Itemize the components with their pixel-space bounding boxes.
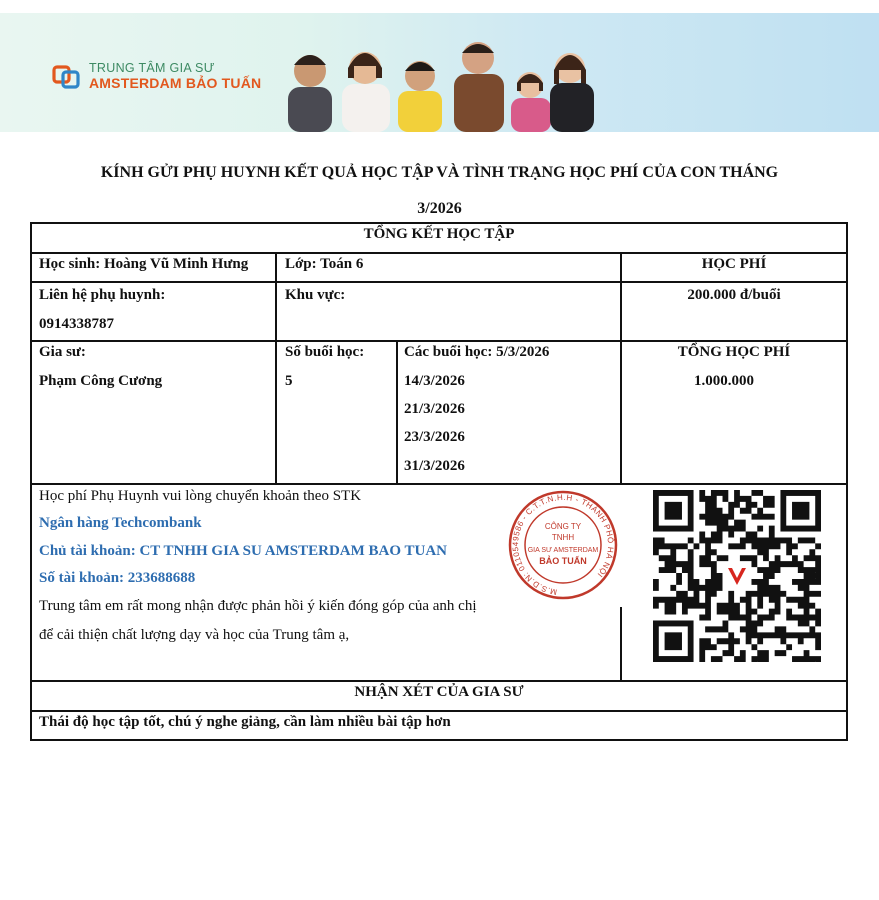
company-stamp <box>505 485 622 607</box>
table-divider <box>30 252 848 254</box>
tutor-label: Gia sư: <box>39 344 86 360</box>
account-number: Số tài khoản: 233688688 <box>39 570 196 586</box>
page-title-line2: 3/2026 <box>417 200 462 217</box>
parent-phone: 0914338787 <box>39 316 114 332</box>
student-name: Học sinh: Hoàng Vũ Minh Hưng <box>39 256 249 272</box>
qr-finder-square <box>665 632 682 650</box>
bank-name: Ngân hàng Techcombank <box>39 515 202 531</box>
account-holder: Chủ tài khoản: CT TNHH GIA SU AMSTERDAM BAO TUAN <box>39 543 448 559</box>
brand-name-line2: AMSTERDAM BẢO TUẤN <box>89 75 262 91</box>
fee-per-session: 200.000 đ/buổi <box>687 287 781 303</box>
session-date: 21/3/2026 <box>404 401 465 417</box>
table-border-top <box>30 222 848 224</box>
section-title: TỔNG KẾT HỌC TẬP <box>363 226 515 242</box>
report-table <box>30 222 848 741</box>
svg-text:M.S.D.N: 0110549586 - C.T.T.N.: M.S.D.N: 0110549586 - C.T.T.N.H.H - THÀNH PHỐ HÀ NỘI <box>511 492 616 597</box>
fee-header: HỌC PHÍ <box>701 256 767 272</box>
session-date: 14/3/2026 <box>404 373 465 389</box>
svg-text:CÔNG TY: CÔNG TY <box>544 522 582 531</box>
header-banner <box>0 13 879 132</box>
session-date: 23/3/2026 <box>404 429 465 445</box>
parent-contact-label: Liên hệ phụ huynh: <box>39 287 166 303</box>
table-border-bottom <box>30 739 848 741</box>
payment-qr-code[interactable] <box>653 490 821 662</box>
qr-finder-square <box>665 502 682 520</box>
table-divider <box>30 680 848 682</box>
session-date: 31/3/2026 <box>404 458 465 474</box>
table-border-left <box>30 222 32 741</box>
svg-text:TNHH: TNHH <box>551 533 575 542</box>
page-title-line1: KÍNH GỬI PHỤ HUYNH KẾT QUẢ HỌC TẬP VÀ TÌNH TRẠNG HỌC PHÍ CỦA CON THÁNG <box>100 164 779 181</box>
review-title: NHẬN XÉT CỦA GIA SƯ <box>354 684 524 700</box>
page-title <box>60 155 819 227</box>
stamp-seal-icon <box>505 485 622 607</box>
feedback-note-line1: Trung tâm em rất mong nhận được phản hồi ý kiến đóng góp của anh chị <box>39 598 477 614</box>
tutor-comment: Thái độ học tập tốt, chú ý nghe giảng, cần làm nhiều bài tập hơn <box>39 714 451 730</box>
feedback-note-line2: để cải thiện chất lượng dạy và học của Trung tâm ạ, <box>39 627 350 643</box>
total-fee-label: TỔNG HỌC PHÍ <box>677 344 791 360</box>
table-divider <box>275 252 277 484</box>
brand-name-line1: TRUNG TÂM GIA SƯ <box>89 61 215 75</box>
table-divider <box>30 710 848 712</box>
table-divider <box>396 340 398 484</box>
qr-finder-square <box>792 502 809 520</box>
payment-intro: Học phí Phụ Huynh vui lòng chuyển khoản theo STK <box>39 488 362 504</box>
area-label: Khu vực: <box>285 287 346 303</box>
sessions-label: Số buổi học: <box>285 344 365 360</box>
svg-text:GIA SƯ AMSTERDAM: GIA SƯ AMSTERDAM <box>527 547 599 554</box>
total-fee-value: 1.000.000 <box>694 373 754 389</box>
table-border-right <box>846 222 848 741</box>
svg-text:BẢO TUẤN: BẢO TUẤN <box>539 556 587 566</box>
banner-people-image <box>270 13 610 132</box>
tutor-name: Phạm Công Cương <box>39 373 163 389</box>
session-date: Các buổi học: 5/3/2026 <box>404 344 550 360</box>
sessions-count: 5 <box>285 373 293 389</box>
class-name: Lớp: Toán 6 <box>285 256 364 272</box>
brand-logo-icon <box>52 61 82 91</box>
